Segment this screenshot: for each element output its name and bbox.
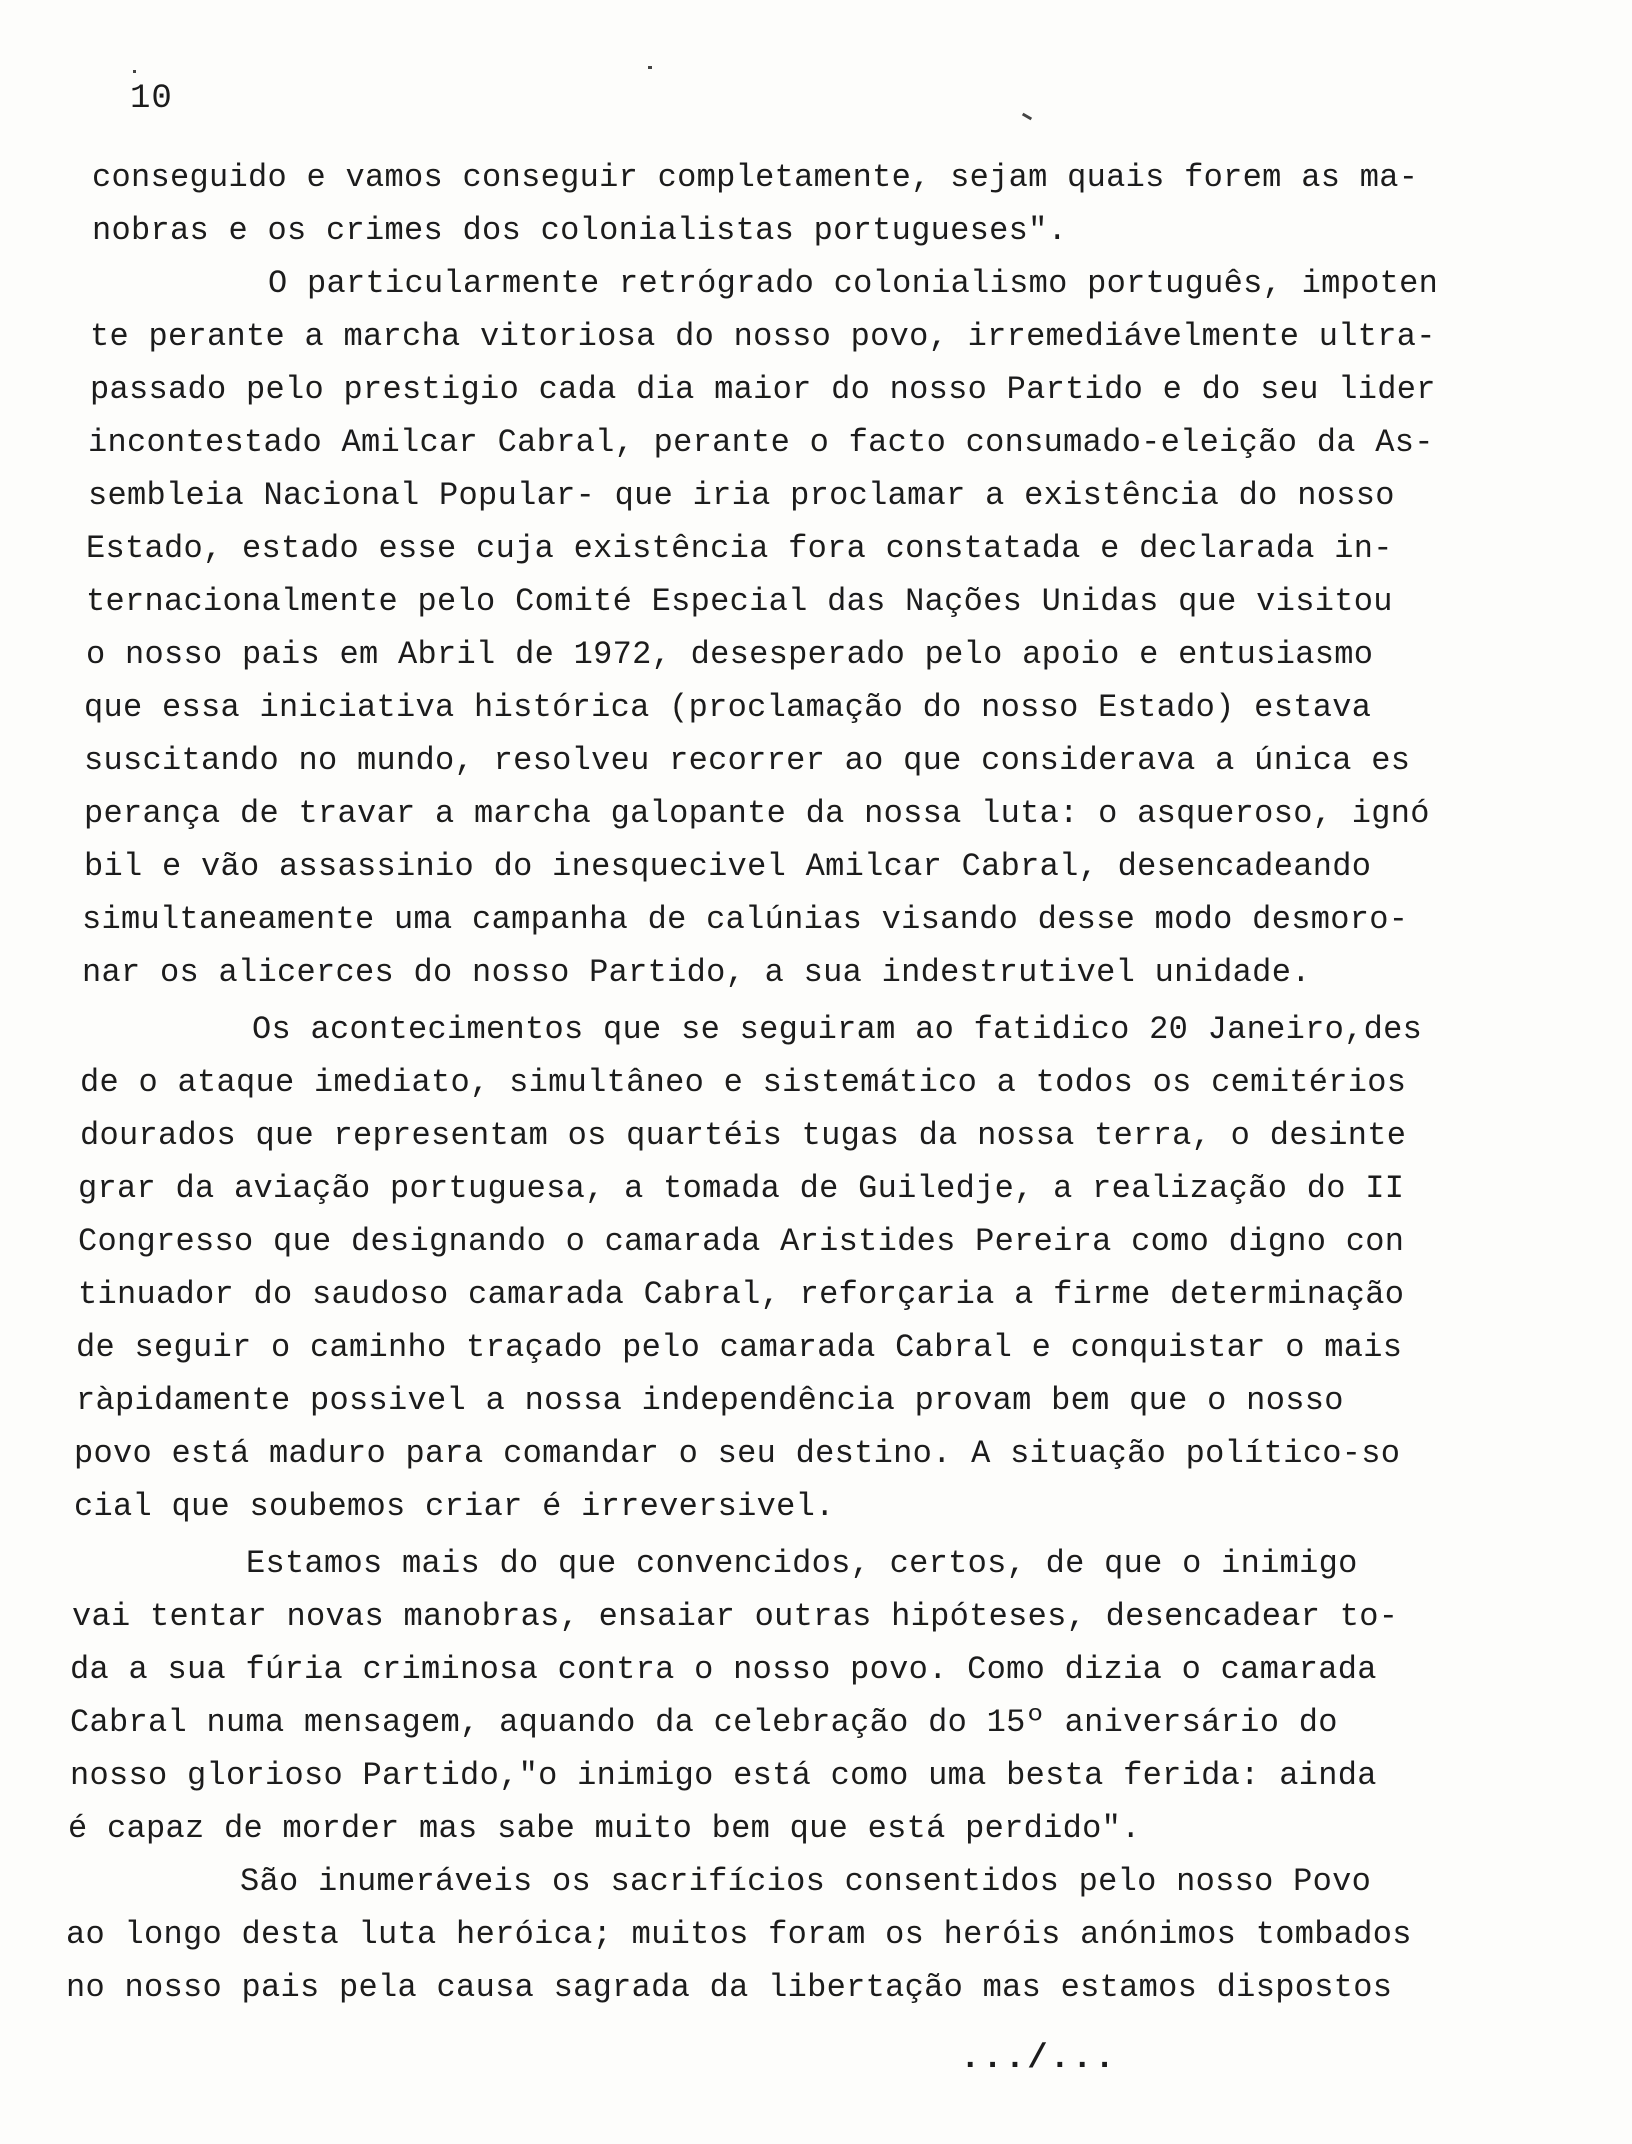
text-line: dourados que representam os quartéis tugas da nossa terra, o desinte [80, 1117, 1407, 1154]
text-line: conseguido e vamos conseguir completamente, sejam quais forem as ma- [92, 159, 1419, 196]
text-line: nar os alicerces do nosso Partido, a sua indestrutivel unidade. [82, 954, 1311, 991]
text-line: Estamos mais do que convencidos, certos, de que o inimigo [246, 1545, 1358, 1582]
text-line: cial que soubemos criar é irreversivel. [74, 1488, 835, 1525]
text-line: é capaz de morder mas sabe muito bem que está perdido". [68, 1810, 1141, 1847]
text-line: tinuador do saudoso camarada Cabral, reforçaria a firme determinação [78, 1276, 1405, 1313]
text-line: Os acontecimentos que se seguiram ao fatidico 20 Janeiro,des [252, 1011, 1423, 1048]
text-line: suscitando no mundo, resolveu recorrer ao que considerava a única es [84, 742, 1411, 779]
text-line: incontestado Amilcar Cabral, perante o facto consumado-eleição da As- [88, 424, 1434, 461]
text-line: que essa iniciativa histórica (proclamação do nosso Estado) estava [84, 689, 1372, 726]
text-line: de seguir o caminho traçado pelo camarada Cabral e conquistar o mais [76, 1329, 1403, 1366]
text-line: grar da aviação portuguesa, a tomada de Guiledje, a realização do II [78, 1170, 1405, 1207]
text-line: de o ataque imediato, simultâneo e sistemático a todos os cemitérios [80, 1064, 1407, 1101]
text-line: nosso glorioso Partido,"o inimigo está como uma besta ferida: ainda [70, 1757, 1377, 1794]
text-line: ràpidamente possivel a nossa independência provam bem que o nosso [76, 1382, 1344, 1419]
scan-speck [1022, 113, 1032, 121]
text-line: perança de travar a marcha galopante da nossa luta: o asqueroso, ignó [84, 795, 1430, 832]
text-line: nobras e os crimes dos colonialistas portugueses". [92, 212, 1068, 249]
text-line: bil e vão assassinio do inesquecivel Amilcar Cabral, desencadeando [84, 848, 1372, 885]
text-line: sembleia Nacional Popular- que iria proclamar a existência do nosso [88, 477, 1395, 514]
text-line: passado pelo prestigio cada dia maior do nosso Partido e do seu lider [90, 371, 1436, 408]
text-line: vai tentar novas manobras, ensaiar outras hipóteses, desencadear to- [72, 1598, 1399, 1635]
text-line: o nosso pais em Abril de 1972, desesperado pelo apoio e entusiasmo [86, 636, 1374, 673]
text-line: simultaneamente uma campanha de calúnias visando desse modo desmoro- [82, 901, 1409, 938]
text-line: Congresso que designando o camarada Aristides Pereira como digno con [78, 1223, 1405, 1260]
text-line: ao longo desta luta heróica; muitos foram os heróis anónimos tombados [66, 1916, 1412, 1953]
text-line: Cabral numa mensagem, aquando da celebração do 15º aniversário do [70, 1704, 1338, 1741]
text-line: te perante a marcha vitoriosa do nosso povo, irremediávelmente ultra- [90, 318, 1436, 355]
continuation-mark: .../... [960, 2040, 1117, 2078]
text-line: Estado, estado esse cuja existência fora constatada e declarada in- [86, 530, 1393, 567]
text-line: São inumeráveis os sacrifícios consentidos pelo nosso Povo [240, 1863, 1372, 1900]
scan-speck [648, 66, 652, 69]
text-line: da a sua fúria criminosa contra o nosso povo. Como dizia o camarada [70, 1651, 1377, 1688]
text-line: povo está maduro para comandar o seu destino. A situação político-so [74, 1435, 1401, 1472]
text-line: ternacionalmente pelo Comité Especial das Nações Unidas que visitou [86, 583, 1393, 620]
text-line: no nosso pais pela causa sagrada da libertação mas estamos dispostos [66, 1969, 1393, 2006]
text-line: O particularmente retrógrado colonialismo português, impoten [268, 265, 1439, 302]
scan-speck [133, 70, 136, 73]
page-number: 10 [130, 80, 173, 118]
